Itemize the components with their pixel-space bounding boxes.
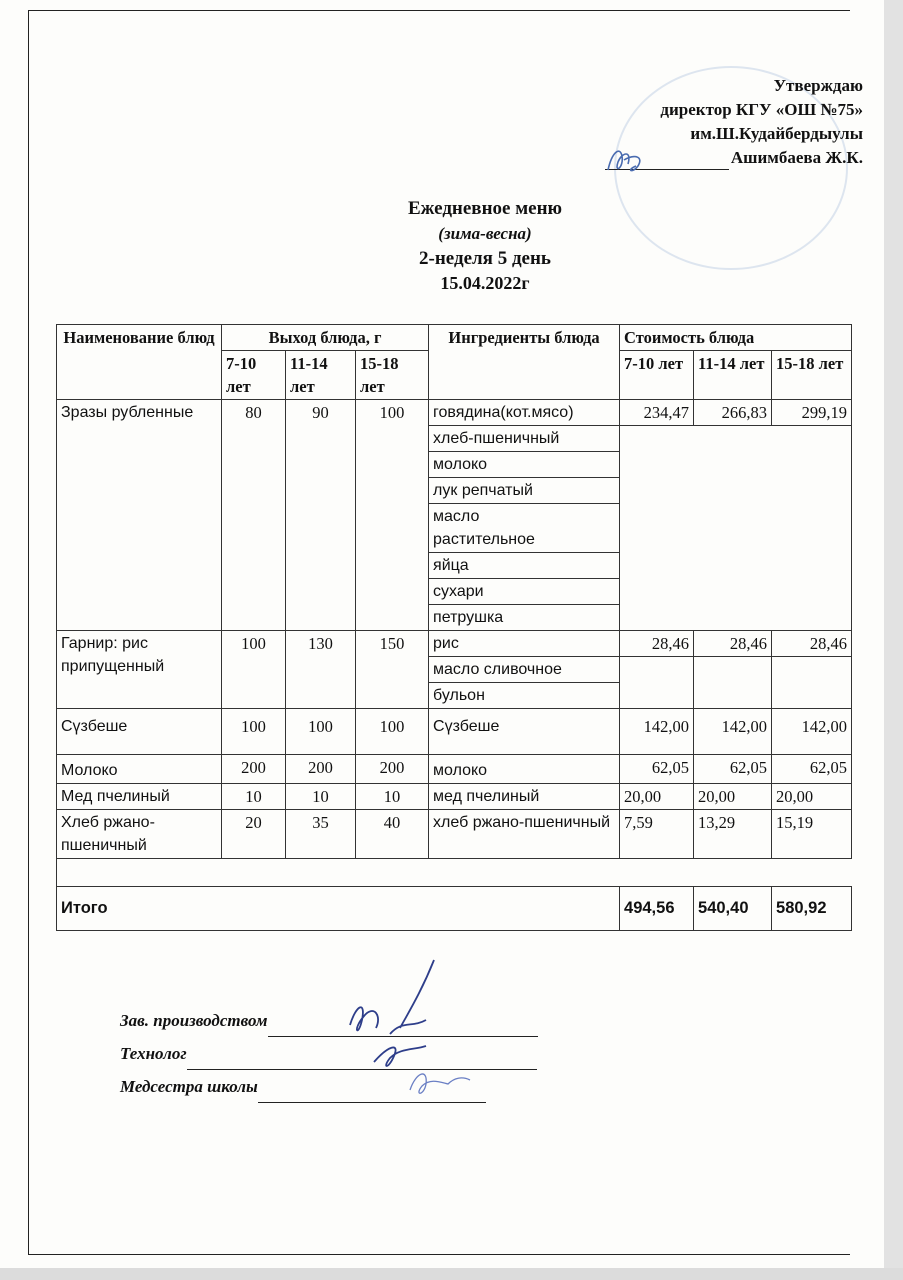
table-row: [57, 400, 852, 426]
ingredient-text: масло растительное: [433, 508, 535, 548]
cost-age-1: 62,05: [620, 755, 694, 784]
ingredient: бульон: [429, 683, 620, 709]
header-yield-age-3: 15-18 лет: [356, 351, 429, 400]
yield-age-2: 90: [286, 400, 356, 631]
header-yield: Выход блюда, г: [222, 325, 429, 351]
approval-line-2: директор КГУ «ОШ №75»: [660, 100, 863, 119]
total-age-3: 580,92: [772, 887, 852, 931]
page-edge-bottom: [0, 1268, 903, 1280]
dish-name: Зразы рубленные: [57, 400, 222, 631]
cost-age-3: 28,46: [772, 631, 852, 657]
ingredient: молоко: [429, 755, 620, 784]
yield-age-2: 10: [286, 784, 356, 810]
table-header-row: [57, 325, 852, 351]
empty-cell: [57, 859, 852, 887]
cost-age-2: 20,00: [694, 784, 772, 810]
technologist-label: Технолог: [120, 1044, 187, 1063]
cost-age-1: 234,47: [620, 400, 694, 426]
ingredient: молоко: [429, 452, 620, 478]
yield-age-3: 10: [356, 784, 429, 810]
nurse-label: Медсестра школы: [120, 1077, 258, 1096]
dish-name: Молоко: [57, 755, 222, 784]
table-row: [57, 810, 852, 859]
cost-age-2: 28,46: [694, 631, 772, 657]
table-row: [57, 631, 852, 657]
total-age-1: 494,56: [620, 887, 694, 931]
menu-table: [56, 324, 852, 931]
ingredient: хлеб ржано-пшеничный: [429, 810, 620, 859]
empty-cost-cell: [694, 657, 772, 709]
table-row: [57, 755, 852, 784]
header-cost-age-1: 7-10 лет: [620, 351, 694, 400]
cost-age-2: 62,05: [694, 755, 772, 784]
ingredient: мед пчелиный: [429, 784, 620, 810]
page-edge: [884, 0, 903, 1280]
empty-cost-cell: [772, 657, 852, 709]
handwritten-signatures: [330, 950, 530, 1110]
header-ingredients: Ингредиенты блюда: [429, 325, 620, 400]
cost-age-1: 20,00: [620, 784, 694, 810]
production-label: Зав. производством: [120, 1011, 268, 1030]
total-label: Итого: [57, 887, 620, 931]
cost-age-3: 20,00: [772, 784, 852, 810]
cost-age-1: 7,59: [620, 810, 694, 859]
table-row: [57, 709, 852, 755]
approval-line-3: им.Ш.Кудайбердыулы: [690, 124, 863, 143]
ingredient: сухари: [429, 579, 620, 605]
yield-age-2: 100: [286, 709, 356, 755]
yield-age-1: 200: [222, 755, 286, 784]
total-row: [57, 887, 852, 931]
yield-age-2: 130: [286, 631, 356, 709]
empty-cost-cell: [620, 426, 852, 631]
cost-age-1: 28,46: [620, 631, 694, 657]
cost-age-2: 13,29: [694, 810, 772, 859]
page-title: Ежедневное меню: [407, 198, 563, 219]
director-signature: [598, 140, 668, 182]
cost-age-3: 142,00: [772, 709, 852, 755]
empty-row: [57, 859, 852, 887]
ingredient: лук репчатый: [429, 478, 620, 504]
ingredient: говядина(кот.мясо): [429, 400, 620, 426]
dish-name: Сүзбеше: [57, 709, 222, 755]
cost-age-3: 299,19: [772, 400, 852, 426]
empty-cost-cell: [620, 657, 694, 709]
menu-date: 15.04.2022г: [440, 273, 530, 293]
header-dish: Наименование блюд: [57, 325, 222, 400]
total-age-2: 540,40: [694, 887, 772, 931]
yield-age-3: 200: [356, 755, 429, 784]
header-yield-age-2: 11-14 лет: [286, 351, 356, 400]
dish-name: Гарнир: рис припущенный: [57, 631, 222, 709]
yield-age-1: 80: [222, 400, 286, 631]
cost-age-3: 15,19: [772, 810, 852, 859]
approval-line-1: Утверждаю: [773, 76, 863, 95]
cost-age-2: 266,83: [694, 400, 772, 426]
yield-age-1: 10: [222, 784, 286, 810]
yield-age-3: 100: [356, 709, 429, 755]
ingredient: хлеб-пшеничный: [429, 426, 620, 452]
dish-name: Мед пчелиный: [57, 784, 222, 810]
ingredient: яйца: [429, 553, 620, 579]
cost-age-3: 62,05: [772, 755, 852, 784]
season-subtitle: (зима-весна): [438, 224, 532, 243]
header-cost-age-3: 15-18 лет: [772, 351, 852, 400]
title-block: [0, 196, 903, 296]
week-day: 2-неделя 5 день: [419, 248, 551, 269]
yield-age-2: 35: [286, 810, 356, 859]
yield-age-3: 100: [356, 400, 429, 631]
ingredient: [429, 504, 620, 553]
ingredient: Сүзбеше: [429, 709, 620, 755]
header-cost: Стоимость блюда: [620, 325, 852, 351]
dish-name: Хлеб ржано-пшеничный: [57, 810, 222, 859]
header-yield-age-1: 7-10 лет: [222, 351, 286, 400]
header-cost-age-2: 11-14 лет: [694, 351, 772, 400]
yield-age-1: 100: [222, 631, 286, 709]
ingredient: петрушка: [429, 605, 620, 631]
yield-age-3: 150: [356, 631, 429, 709]
ingredient: рис: [429, 631, 620, 657]
cost-age-1: 142,00: [620, 709, 694, 755]
yield-age-1: 20: [222, 810, 286, 859]
yield-age-1: 100: [222, 709, 286, 755]
table-row: [57, 784, 852, 810]
yield-age-2: 200: [286, 755, 356, 784]
yield-age-3: 40: [356, 810, 429, 859]
ingredient: масло сливочное: [429, 657, 620, 683]
director-name: Ашимбаева Ж.К.: [730, 148, 863, 167]
cost-age-2: 142,00: [694, 709, 772, 755]
